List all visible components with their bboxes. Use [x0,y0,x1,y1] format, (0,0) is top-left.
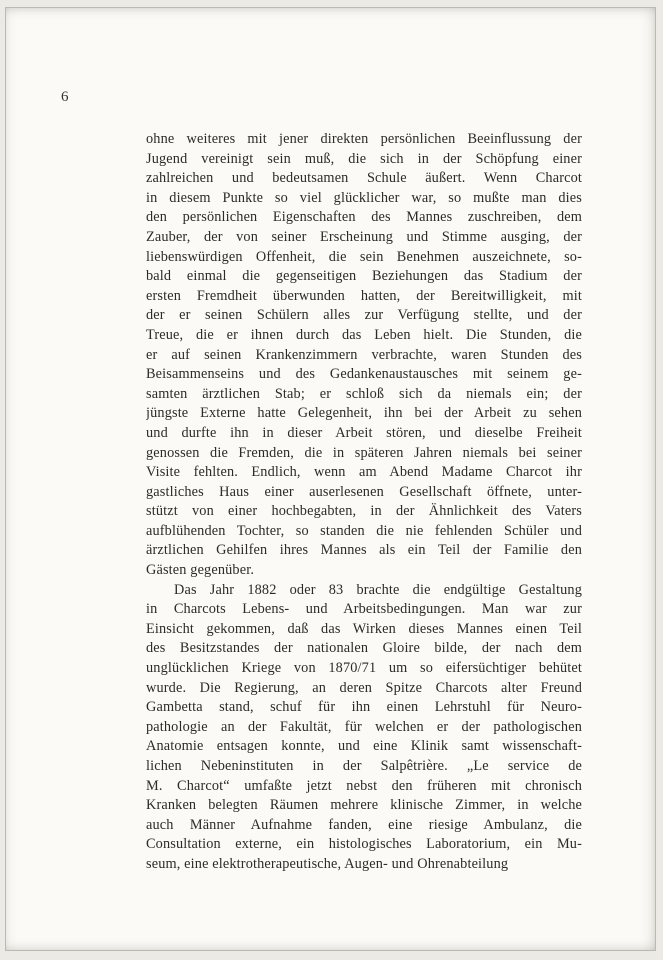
text-line: in Charcots Lebens- und Arbeitsbedingungen. Man war zur [146,601,582,618]
text-line: Consultation externe, ein histologisches Laboratorium, ein Mu- [146,836,582,853]
text-line: Einsicht gekommen, daß das Wirken dieses Mannes einen Teil [146,620,582,637]
text-line: Gambetta stand, schuf für ihn einen Lehrstuhl für Neuro- [146,699,582,716]
text-line: Kranken belegten Räumen mehrere klinische Zimmer, in welche [146,797,582,814]
text-line: gastliches Haus einer auserlesenen Gesellschaft öffnete, unter- [146,483,582,500]
text-line: M. Charcot“ umfaßte jetzt nebst den früheren mit chronisch [146,777,582,794]
text-line: Beisammenseins und des Gedankenaustausches mit seinem ge- [146,366,582,383]
text-line: jüngste Externe hatte Gelegenheit, ihn bei der Arbeit zu sehen [146,405,582,422]
text-line: lichen Nebeninstituten in der Salpêtrière. „Le service de [146,758,582,774]
text-line: Anatomie entsagen konnte, und eine Klinik samt wissenschaft- [146,738,582,755]
text-block [146,130,582,875]
text-line: Das Jahr 1882 oder 83 brachte die endgültige Gestaltung [174,581,582,598]
text-line: den persönlichen Eigenschaften des Mannes zuschreiben, dem [146,209,582,226]
text-line: und durfte ihn in dieser Arbeit stören, und dieselbe Freiheit [146,424,582,441]
text-line: Visite fehlten. Endlich, wenn am Abend Madame Charcot ihr [146,464,582,481]
paragraph [146,581,582,875]
book-page [5,7,656,951]
text-line: aufblühenden Tochter, so standen die nie fehlenden Schüler und [146,522,582,539]
text-line: liebenswürdigen Offenheit, die sein Benehmen auszeichnete, so- [146,248,582,265]
text-line: seum, eine elektrotherapeutische, Augen- und Ohrenabteilung [146,855,509,872]
paragraph [146,130,582,581]
text-line: ärztlichen Gehilfen ihres Mannes als ein Teil der Familie den [146,542,582,559]
text-line: Jugend vereinigt sein muß, die sich in der Schöpfung einer [146,150,582,167]
text-line: wurde. Die Regierung, an deren Spitze Charcots alter Freund [146,679,582,696]
text-line: der er seinen Schülern alles zur Verfügung stellte, und der [146,307,582,324]
text-line: pathologie an der Fakultät, für welchen er der pathologischen [146,718,582,735]
text-line: unglücklichen Kriege von 1870/71 um so eifersüchtiger behütet [146,660,582,677]
text-line: ohne weiteres mit jener direkten persönlichen Beeinflussung der [146,131,582,147]
text-line: Zauber, der von seiner Erscheinung und Stimme ausging, der [146,228,582,245]
text-line: er auf seinen Krankenzimmern verbrachte, waren Stunden des [146,346,582,363]
text-line: ersten Fremdheit überwunden hatten, der Bereitwilligkeit, mit [146,287,582,304]
text-line: genossen die Fremden, die in späteren Jahren niemals bei seiner [146,444,582,461]
text-line: samten ärztlichen Stab; er schloß sich da niemals ein; der [146,385,582,402]
text-line: bald einmal die gegenseitigen Beziehungen das Stadium der [146,268,582,285]
text-line: Treue, die er ihnen durch das Leben hielt. Die Stunden, die [146,326,582,343]
page-number: 6 [61,89,69,105]
text-line: auch Männer Aufnahme fanden, eine riesige Ambulanz, die [146,816,582,833]
text-line: des Besitzstandes der nationalen Gloire bilde, der nach dem [146,640,582,657]
text-line: Gästen gegenüber. [146,562,255,579]
text-line: in diesem Punkte so viel glücklicher war, so mußte man dies [146,189,582,206]
text-line: stützt von einer hochbegabten, in der Ähnlichkeit des Vaters [146,503,582,520]
text-line: zahlreichen und bedeutsamen Schule äußert. Wenn Charcot [146,170,582,187]
